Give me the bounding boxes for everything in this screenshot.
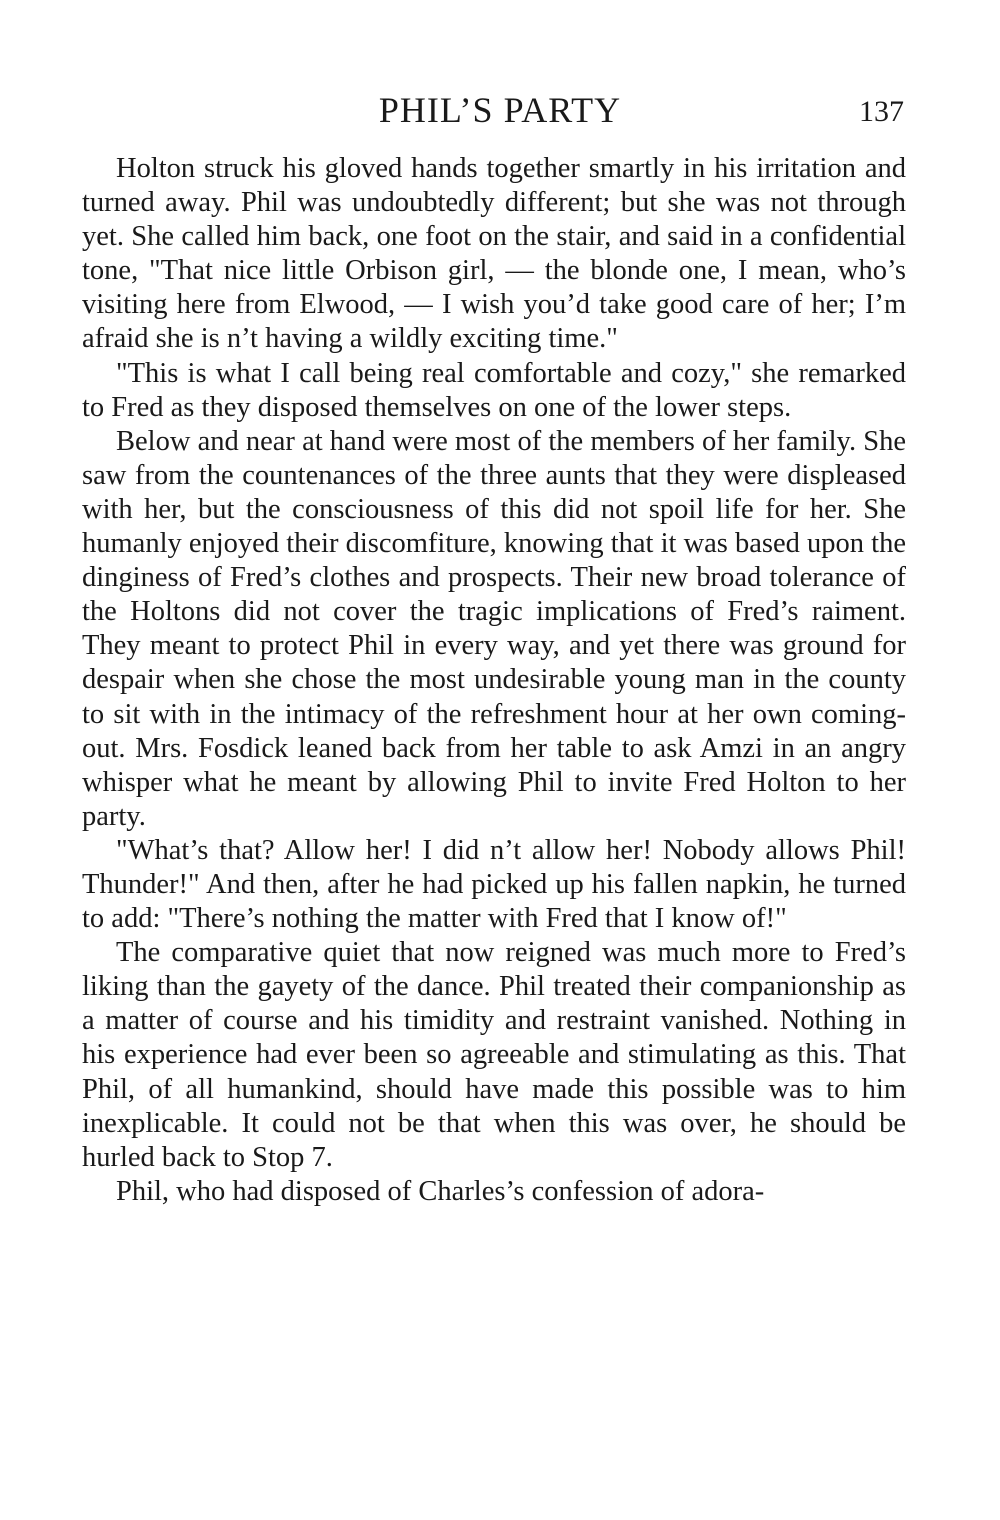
paragraph: "This is what I call being real comfortable and cozy," she remarked to Fred as they disposed themselves on one of the lower steps. <box>82 357 906 423</box>
chapter-title: PHIL’S PARTY <box>378 90 622 130</box>
page-number: 137 <box>859 95 904 128</box>
paragraph: "What’s that? Allow her! I did n’t allow her! Nobody allows Phil! Thunder!" And then, after he had picked up his fallen napkin, he turned to add: "There’s nothing the matter with Fred that I know of!" <box>82 834 906 935</box>
paragraph: Holton struck his gloved hands together smartly in his irritation and turned away. Phil was undoubtedly different; but she was not through yet. She called him back, one foot on the stair, and said in a confidential tone, "That nice little Orbison girl, — the blonde one, I mean, who’s visiting here from Elwood, — I wish you’d take good care of her; I’m afraid she is n’t having a wildly exciting time." <box>82 153 906 355</box>
running-head <box>0 88 1000 132</box>
paragraph: The comparative quiet that now reigned was much more to Fred’s liking than the gayety of the dance. Phil treated their companionship as a matter of course and his timidity and restraint vanished. Nothing in his experience had ever been so agreeable and stimulating as this. That Phil, of all humankind, should have made this possible was to him inexplicable. It could not be that when this was over, he should be hurled back to Stop 7. <box>82 937 906 1173</box>
body-text <box>82 152 906 1209</box>
paragraph: Below and near at hand were most of the members of her family. She saw from the countenances of the three aunts that they were displeased with her, but the consciousness of this did not spoil life for her. She humanly enjoyed their discomfiture, knowing that it was based upon the dinginess of Fred’s clothes and prospects. Their new broad tolerance of the Holtons did not cover the tragic implications of Fred’s raiment. They meant to protect Phil in every way, and yet there was ground for despair when she chose the most undesirable young man in the county to sit with in the intimacy of the refreshment hour at her own coming-out. Mrs. Fosdick leaned back from her table to ask Amzi in an angry whisper what he meant by allowing Phil to invite Fred Holton to her party. <box>82 425 906 832</box>
paragraph: Phil, who had disposed of Charles’s confession of adora- <box>116 1175 765 1207</box>
